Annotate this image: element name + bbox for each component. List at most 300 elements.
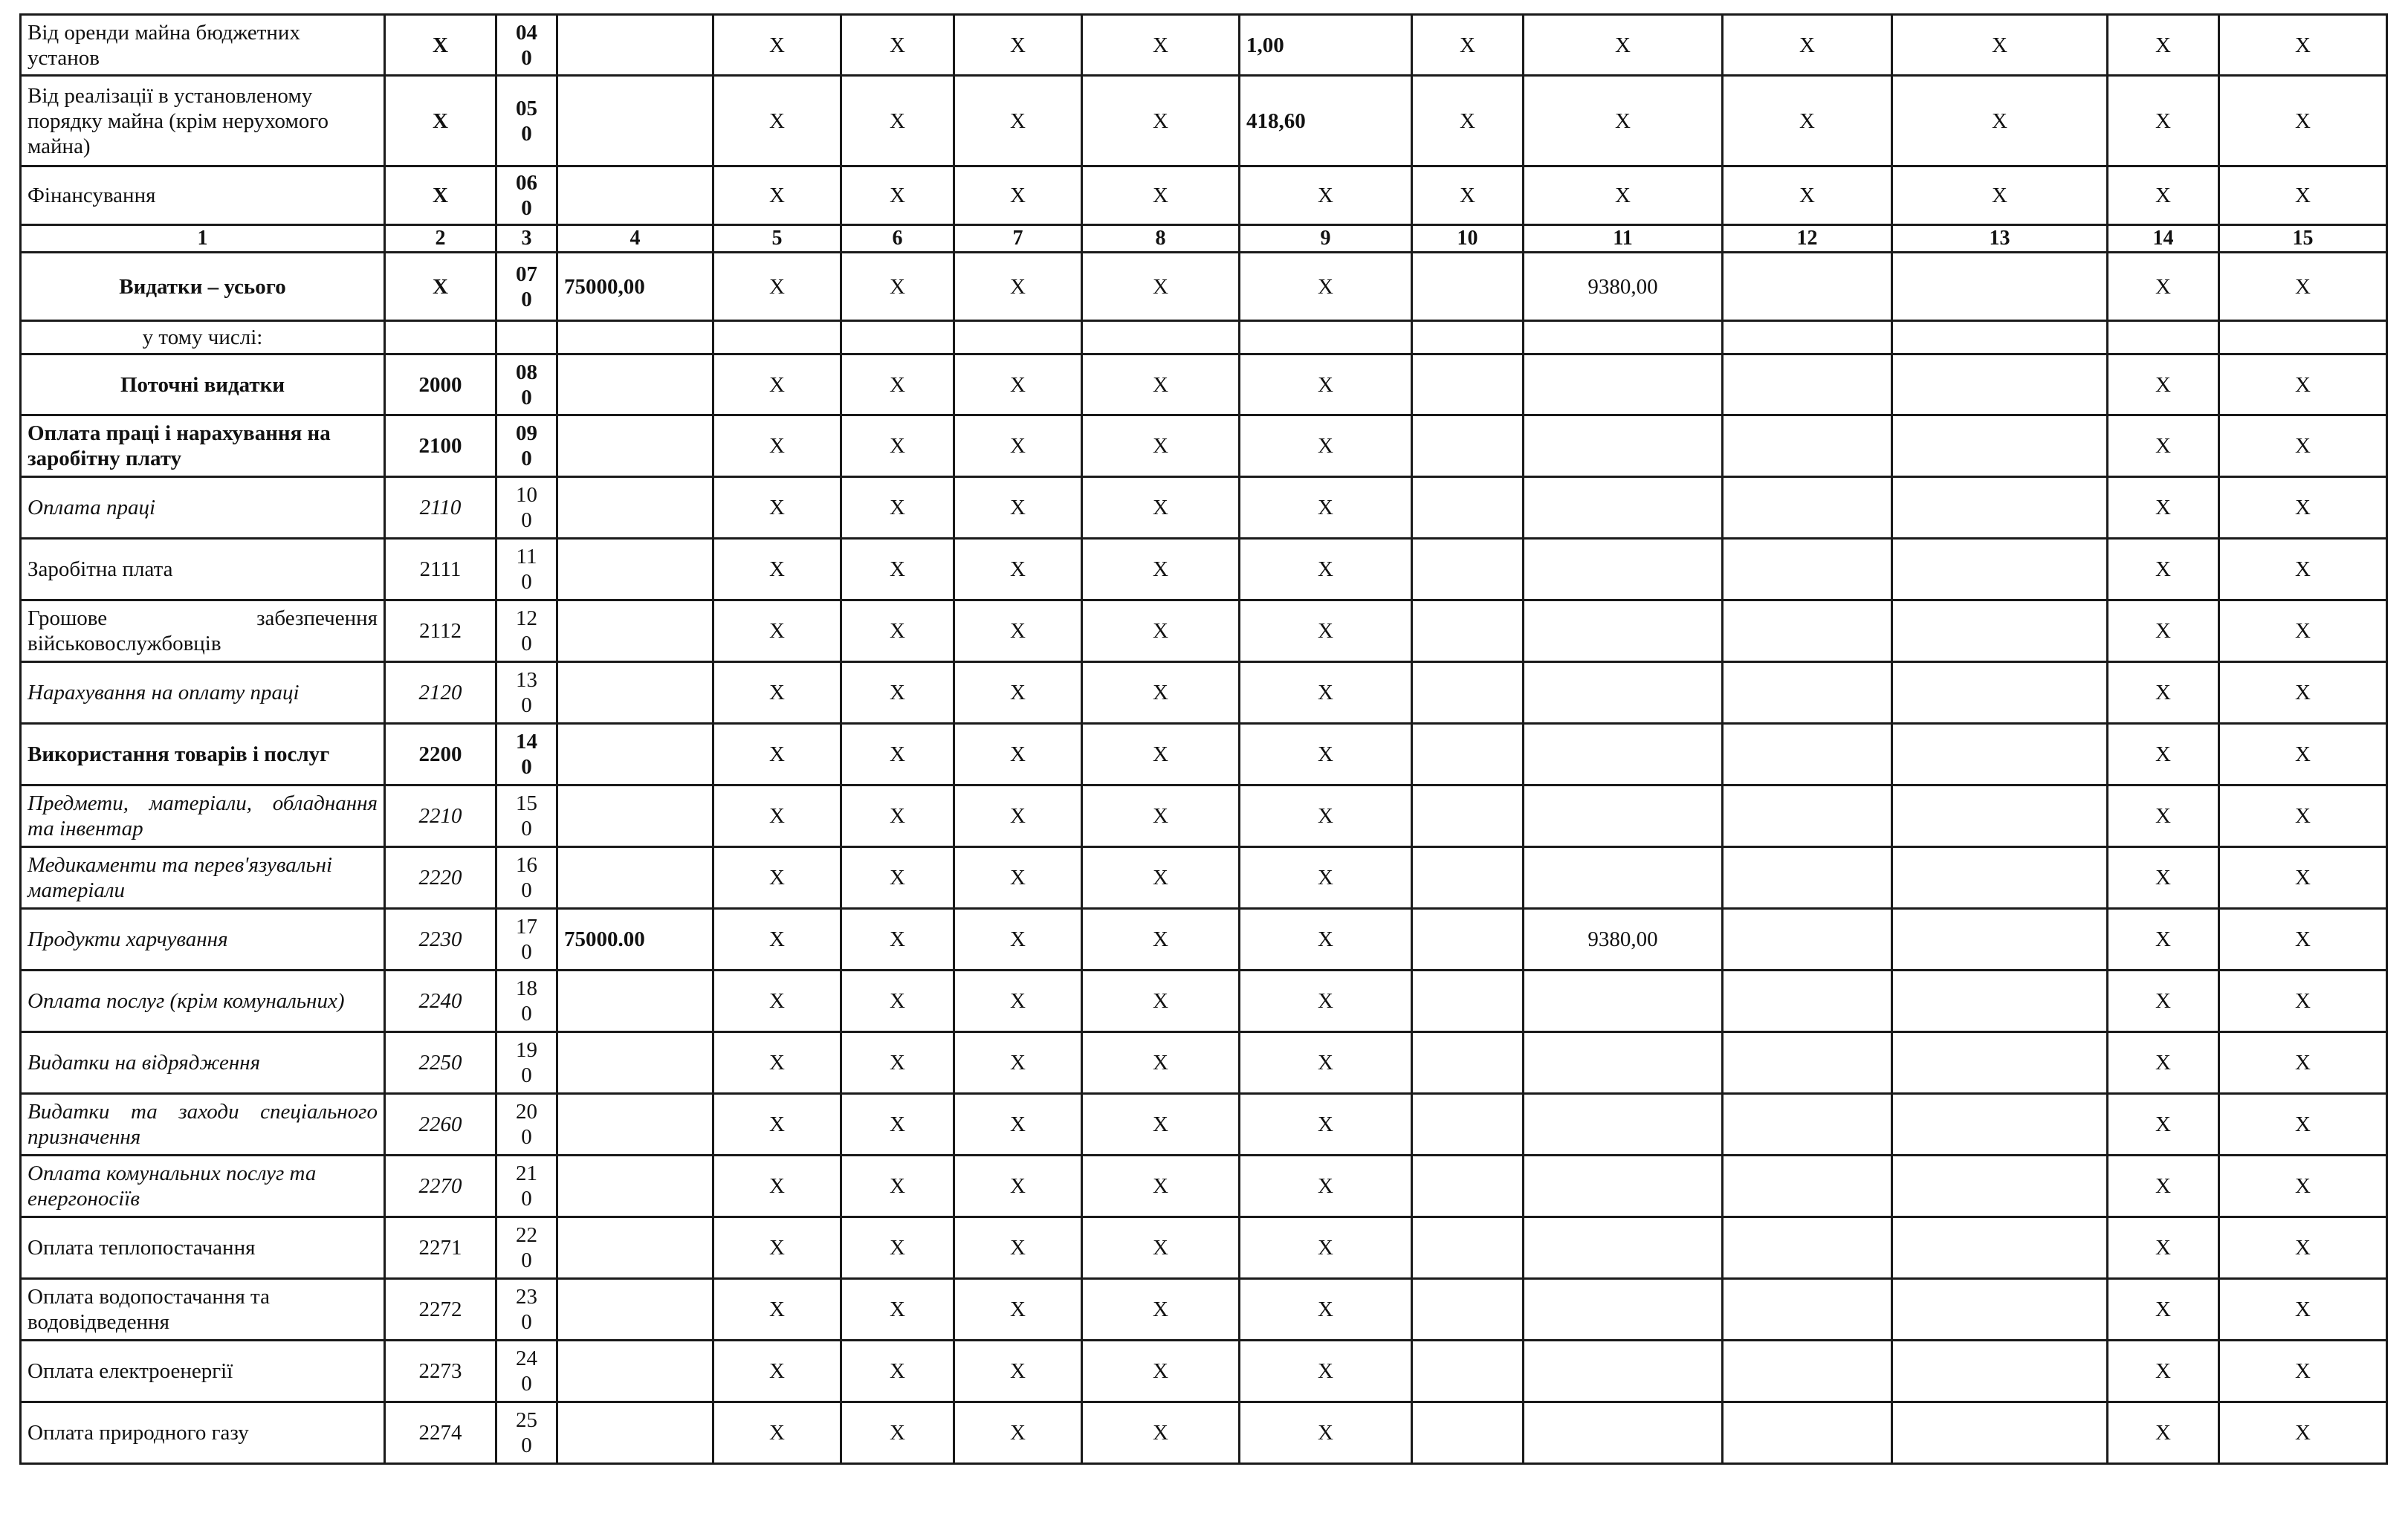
mark-cell-col15: X xyxy=(2219,1341,2387,1402)
mark-cell-col10: X xyxy=(1412,15,1524,76)
col12-value xyxy=(1723,909,1892,971)
row-code-cell xyxy=(496,1032,557,1094)
mark-cell-col8: X xyxy=(1082,909,1240,971)
row-code-part-1: 21 xyxy=(516,1162,537,1185)
mark-cell-col15: X xyxy=(2219,477,2387,539)
mark-cell-col15: X xyxy=(2219,354,2387,415)
col12-value xyxy=(1723,1032,1892,1094)
col13-value xyxy=(1892,1341,2108,1402)
column-number: 10 xyxy=(1412,225,1524,253)
table-row xyxy=(21,909,2387,971)
mark-cell-col14: X xyxy=(2108,662,2219,724)
mark-cell-col14: X xyxy=(2108,600,2219,662)
subheader-row xyxy=(21,321,2387,354)
row-code-part-1: 25 xyxy=(516,1408,537,1432)
mark-cell-col14: X xyxy=(2108,477,2219,539)
row-code-cell xyxy=(496,971,557,1032)
mark-cell-col6: X xyxy=(841,724,954,785)
mark-cell-col9: X xyxy=(1240,847,1412,909)
row-kekv: X xyxy=(385,76,496,166)
row-kekv: 2271 xyxy=(385,1217,496,1279)
subheader-label: у тому числі: xyxy=(21,321,385,354)
row-name: Оплата природного газу xyxy=(21,1402,385,1464)
row-code-part-2: 0 xyxy=(521,878,532,902)
mark-cell-col5: X xyxy=(713,785,841,847)
col10-value xyxy=(1412,1341,1524,1402)
col10-value xyxy=(1412,600,1524,662)
col11-value xyxy=(1524,1032,1723,1094)
row-name: Використання товарів і послуг xyxy=(21,724,385,785)
row-code-part-1: 09 xyxy=(516,421,537,445)
mark-cell-col9: X xyxy=(1240,662,1412,724)
row-code-cell xyxy=(496,1217,557,1279)
mark-cell-col5: X xyxy=(713,1217,841,1279)
row-code-part-2: 0 xyxy=(521,940,532,964)
mark-cell-col11: X xyxy=(1524,166,1723,225)
col12-value xyxy=(1723,253,1892,321)
col13-value xyxy=(1892,1094,2108,1156)
row-code-cell xyxy=(496,354,557,415)
row-code-cell xyxy=(496,1156,557,1217)
row-code-part-2: 0 xyxy=(521,1125,532,1149)
col4-value xyxy=(557,166,713,225)
mark-cell-col8: X xyxy=(1082,785,1240,847)
table-row xyxy=(21,15,2387,76)
col10-value xyxy=(1412,847,1524,909)
mark-cell-col8: X xyxy=(1082,971,1240,1032)
mark-cell-col6: X xyxy=(841,1156,954,1217)
row-name: Оплата електроенергії xyxy=(21,1341,385,1402)
mark-cell-col6: X xyxy=(841,15,954,76)
row-kekv: 2273 xyxy=(385,1341,496,1402)
mark-cell-col15: X xyxy=(2219,847,2387,909)
row-code-cell xyxy=(496,1094,557,1156)
table-row xyxy=(21,1217,2387,1279)
row-code-part-1: 07 xyxy=(516,262,537,286)
empty-cell xyxy=(496,321,557,354)
row-name: Продукти харчування xyxy=(21,909,385,971)
mark-cell-col14: X xyxy=(2108,1402,2219,1464)
col12-value xyxy=(1723,539,1892,600)
col13-value xyxy=(1892,662,2108,724)
col12-value xyxy=(1723,662,1892,724)
mark-cell-col14: X xyxy=(2108,539,2219,600)
col12-value xyxy=(1723,415,1892,477)
col12-value xyxy=(1723,600,1892,662)
mark-cell-col7: X xyxy=(954,600,1082,662)
mark-cell-col7: X xyxy=(954,1341,1082,1402)
row-name: Оплата праці і нарахування на заробітну плату xyxy=(21,415,385,477)
mark-cell-col8: X xyxy=(1082,477,1240,539)
mark-cell-col7: X xyxy=(954,1217,1082,1279)
mark-cell-col5: X xyxy=(713,1402,841,1464)
mark-cell-col14: X xyxy=(2108,1156,2219,1217)
col13-value xyxy=(1892,1156,2108,1217)
row-kekv: 2200 xyxy=(385,724,496,785)
table-row xyxy=(21,354,2387,415)
mark-cell-col7: X xyxy=(954,76,1082,166)
col11-value xyxy=(1524,1156,1723,1217)
row-code-part-2: 0 xyxy=(521,1434,532,1457)
col11-value xyxy=(1524,477,1723,539)
table-row xyxy=(21,477,2387,539)
mark-cell-col8: X xyxy=(1082,1094,1240,1156)
col12-value xyxy=(1723,847,1892,909)
col13-value xyxy=(1892,354,2108,415)
row-name: Оплата водопостачання та водовідведення xyxy=(21,1279,385,1341)
column-number: 13 xyxy=(1892,225,2108,253)
row-code-part-2: 0 xyxy=(521,45,532,70)
mark-cell-col8: X xyxy=(1082,847,1240,909)
mark-cell-col13: X xyxy=(1892,15,2108,76)
mark-cell-col7: X xyxy=(954,847,1082,909)
col4-value xyxy=(557,600,713,662)
mark-cell-col15: X xyxy=(2219,1094,2387,1156)
mark-cell-col14: X xyxy=(2108,785,2219,847)
mark-cell-col8: X xyxy=(1082,415,1240,477)
mark-cell-col5: X xyxy=(713,1156,841,1217)
empty-cell xyxy=(1524,321,1723,354)
col4-value xyxy=(557,76,713,166)
mark-cell-col5: X xyxy=(713,253,841,321)
col13-value xyxy=(1892,253,2108,321)
col4-value xyxy=(557,539,713,600)
col4-value xyxy=(557,1341,713,1402)
mark-cell-col15: X xyxy=(2219,539,2387,600)
mark-cell-col15: X xyxy=(2219,1402,2387,1464)
row-code-part-1: 10 xyxy=(516,483,537,507)
row-kekv: 2274 xyxy=(385,1402,496,1464)
mark-cell-col6: X xyxy=(841,785,954,847)
col10-value xyxy=(1412,354,1524,415)
mark-cell-col9: X xyxy=(1240,1341,1412,1402)
column-number: 5 xyxy=(713,225,841,253)
mark-cell-col14: X xyxy=(2108,1217,2219,1279)
table-row xyxy=(21,1341,2387,1402)
mark-cell-col9: X xyxy=(1240,354,1412,415)
row-name: Оплата праці xyxy=(21,477,385,539)
mark-cell-col8: X xyxy=(1082,1279,1240,1341)
row-code-part-2: 0 xyxy=(521,755,532,779)
col12-value xyxy=(1723,724,1892,785)
table-row xyxy=(21,1402,2387,1464)
mark-cell-col12: X xyxy=(1723,15,1892,76)
row-code-part-1: 13 xyxy=(516,668,537,692)
col12-value xyxy=(1723,477,1892,539)
table-row xyxy=(21,166,2387,225)
mark-cell-col6: X xyxy=(841,1402,954,1464)
mark-cell-col8: X xyxy=(1082,539,1240,600)
col13-value xyxy=(1892,1402,2108,1464)
row-name: Видатки та заходи спеціального призначення xyxy=(21,1094,385,1156)
row-code-part-1: 19 xyxy=(516,1038,537,1062)
col11-value: 9380,00 xyxy=(1524,909,1723,971)
mark-cell-col7: X xyxy=(954,785,1082,847)
col10-value xyxy=(1412,724,1524,785)
row-code-cell xyxy=(496,909,557,971)
table-row xyxy=(21,1279,2387,1341)
budget-table-sheet xyxy=(19,13,2388,1465)
mark-cell-col5: X xyxy=(713,847,841,909)
row-code-part-2: 0 xyxy=(521,508,532,532)
col10-value xyxy=(1412,662,1524,724)
row-code-part-1: 08 xyxy=(516,360,537,384)
mark-cell-col8: X xyxy=(1082,76,1240,166)
col11-value xyxy=(1524,354,1723,415)
mark-cell-col14: X xyxy=(2108,354,2219,415)
empty-cell xyxy=(1412,321,1524,354)
mark-cell-col5: X xyxy=(713,166,841,225)
col4-value xyxy=(557,1032,713,1094)
col4-value xyxy=(557,971,713,1032)
row-code-cell xyxy=(496,785,557,847)
column-number: 14 xyxy=(2108,225,2219,253)
mark-cell-col5: X xyxy=(713,1279,841,1341)
col11-value: 9380,00 xyxy=(1524,253,1723,321)
mark-cell-col9: X xyxy=(1240,971,1412,1032)
mark-cell-col5: X xyxy=(713,1094,841,1156)
mark-cell-col5: X xyxy=(713,1032,841,1094)
mark-cell-col5: X xyxy=(713,15,841,76)
col10-value xyxy=(1412,253,1524,321)
col11-value xyxy=(1524,847,1723,909)
mark-cell-col15: X xyxy=(2219,76,2387,166)
column-number: 6 xyxy=(841,225,954,253)
mark-cell-col6: X xyxy=(841,662,954,724)
row-code-part-2: 0 xyxy=(521,817,532,840)
col4-value xyxy=(557,477,713,539)
table-row xyxy=(21,1156,2387,1217)
mark-cell-col5: X xyxy=(713,415,841,477)
row-name: Фінансування xyxy=(21,166,385,225)
row-code-part-2: 0 xyxy=(521,1372,532,1396)
col4-value xyxy=(557,1217,713,1279)
mark-cell-col7: X xyxy=(954,354,1082,415)
mark-cell-col8: X xyxy=(1082,253,1240,321)
row-kekv: 2240 xyxy=(385,971,496,1032)
col12-value xyxy=(1723,1341,1892,1402)
mark-cell-col6: X xyxy=(841,477,954,539)
mark-cell-col6: X xyxy=(841,539,954,600)
empty-cell xyxy=(1082,321,1240,354)
column-number: 7 xyxy=(954,225,1082,253)
column-number: 9 xyxy=(1240,225,1412,253)
mark-cell-col7: X xyxy=(954,539,1082,600)
row-code-part-2: 0 xyxy=(521,447,532,470)
mark-cell-col9: X xyxy=(1240,785,1412,847)
table-row xyxy=(21,971,2387,1032)
col10-value xyxy=(1412,1402,1524,1464)
col4-value xyxy=(557,1156,713,1217)
mark-cell-col9: X xyxy=(1240,166,1412,225)
row-kekv: 2272 xyxy=(385,1279,496,1341)
mark-cell-col7: X xyxy=(954,415,1082,477)
col10-value xyxy=(1412,971,1524,1032)
mark-cell-col15: X xyxy=(2219,15,2387,76)
col13-value xyxy=(1892,415,2108,477)
row-code-part-1: 05 xyxy=(516,96,537,120)
mark-cell-col7: X xyxy=(954,1279,1082,1341)
mark-cell-col8: X xyxy=(1082,662,1240,724)
row-kekv: 2220 xyxy=(385,847,496,909)
col12-value xyxy=(1723,354,1892,415)
col12-value xyxy=(1723,971,1892,1032)
mark-cell-col9: X xyxy=(1240,1279,1412,1341)
mark-cell-col8: X xyxy=(1082,1341,1240,1402)
column-number: 4 xyxy=(557,225,713,253)
row-code-part-2: 0 xyxy=(521,287,532,311)
mark-cell-col5: X xyxy=(713,1341,841,1402)
column-number: 11 xyxy=(1524,225,1723,253)
col4-value xyxy=(557,785,713,847)
mark-cell-col10: X xyxy=(1412,76,1524,166)
col13-value xyxy=(1892,785,2108,847)
col11-value xyxy=(1524,724,1723,785)
empty-cell xyxy=(1892,321,2108,354)
mark-cell-col10: X xyxy=(1412,166,1524,225)
row-code-part-2: 0 xyxy=(521,1063,532,1087)
column-number: 3 xyxy=(496,225,557,253)
col11-value xyxy=(1524,1094,1723,1156)
row-code-part-1: 12 xyxy=(516,606,537,630)
col12-value xyxy=(1723,1402,1892,1464)
row-kekv: 2120 xyxy=(385,662,496,724)
empty-cell xyxy=(954,321,1082,354)
mark-cell-col6: X xyxy=(841,909,954,971)
mark-cell-col6: X xyxy=(841,1341,954,1402)
row-code-part-1: 11 xyxy=(516,545,537,568)
column-number: 1 xyxy=(21,225,385,253)
empty-cell xyxy=(841,321,954,354)
mark-cell-col6: X xyxy=(841,1279,954,1341)
row-code-part-1: 14 xyxy=(516,730,537,754)
row-kekv: 2111 xyxy=(385,539,496,600)
mark-cell-col14: X xyxy=(2108,415,2219,477)
mark-cell-col8: X xyxy=(1082,1217,1240,1279)
mark-cell-col7: X xyxy=(954,971,1082,1032)
row-code-cell xyxy=(496,600,557,662)
mark-cell-col7: X xyxy=(954,724,1082,785)
row-code-part-1: 20 xyxy=(516,1100,537,1124)
row-code-part-1: 24 xyxy=(516,1347,537,1370)
mark-cell-col9: X xyxy=(1240,724,1412,785)
mark-cell-col7: X xyxy=(954,166,1082,225)
mark-cell-col15: X xyxy=(2219,415,2387,477)
row-kekv: 2270 xyxy=(385,1156,496,1217)
row-name: Предмети, матеріали, обладнання та інвентар xyxy=(21,785,385,847)
col11-value xyxy=(1524,1341,1723,1402)
row-name: Від реалізації в установленому порядку майна (крім нерухомого майна) xyxy=(21,76,385,166)
row-code-part-2: 0 xyxy=(521,632,532,655)
row-name: Оплата комунальних послуг та енергоносіїв xyxy=(21,1156,385,1217)
row-code-part-2: 0 xyxy=(521,121,532,146)
col12-value xyxy=(1723,785,1892,847)
row-name: Медикаменти та перев'язувальні матеріали xyxy=(21,847,385,909)
mark-cell-col7: X xyxy=(954,1094,1082,1156)
col10-value xyxy=(1412,909,1524,971)
mark-cell-col5: X xyxy=(713,76,841,166)
col11-value xyxy=(1524,415,1723,477)
column-number: 12 xyxy=(1723,225,1892,253)
row-kekv: X xyxy=(385,15,496,76)
row-code-cell xyxy=(496,76,557,166)
col11-value xyxy=(1524,1279,1723,1341)
mark-cell-col11: X xyxy=(1524,76,1723,166)
empty-cell xyxy=(385,321,496,354)
mark-cell-col5: X xyxy=(713,539,841,600)
row-kekv: 2230 xyxy=(385,909,496,971)
mark-cell-col14: X xyxy=(2108,166,2219,225)
row-kekv: 2210 xyxy=(385,785,496,847)
col4-value xyxy=(557,15,713,76)
col13-value xyxy=(1892,477,2108,539)
mark-cell-col14: X xyxy=(2108,724,2219,785)
col10-value xyxy=(1412,785,1524,847)
mark-cell-col14: X xyxy=(2108,1094,2219,1156)
col10-value xyxy=(1412,1279,1524,1341)
mark-cell-col6: X xyxy=(841,1217,954,1279)
mark-cell-col9: X xyxy=(1240,415,1412,477)
row-code-part-2: 0 xyxy=(521,196,532,220)
row-code-part-1: 17 xyxy=(516,915,537,939)
row-code-part-2: 0 xyxy=(521,1310,532,1334)
mark-cell-col8: X xyxy=(1082,600,1240,662)
mark-cell-col5: X xyxy=(713,909,841,971)
row-code-part-1: 18 xyxy=(516,976,537,1000)
mark-cell-col9: X xyxy=(1240,1156,1412,1217)
column-number: 15 xyxy=(2219,225,2387,253)
col10-value xyxy=(1412,1094,1524,1156)
mark-cell-col6: X xyxy=(841,76,954,166)
mark-cell-col7: X xyxy=(954,1032,1082,1094)
row-kekv: 2250 xyxy=(385,1032,496,1094)
row-kekv: 2100 xyxy=(385,415,496,477)
col13-value xyxy=(1892,971,2108,1032)
mark-cell-col6: X xyxy=(841,415,954,477)
mark-cell-col14: X xyxy=(2108,847,2219,909)
column-numbers-row xyxy=(21,225,2387,253)
col11-value xyxy=(1524,600,1723,662)
row-code-cell xyxy=(496,1402,557,1464)
row-kekv: 2110 xyxy=(385,477,496,539)
mark-cell-col14: X xyxy=(2108,971,2219,1032)
row-name: Поточні видатки xyxy=(21,354,385,415)
col13-value xyxy=(1892,909,2108,971)
mark-cell-col9: X xyxy=(1240,1094,1412,1156)
mark-cell-col7: X xyxy=(954,15,1082,76)
mark-cell-col7: X xyxy=(954,1156,1082,1217)
mark-cell-col15: X xyxy=(2219,166,2387,225)
mark-cell-col8: X xyxy=(1082,1402,1240,1464)
col4-value xyxy=(557,354,713,415)
col12-value xyxy=(1723,1094,1892,1156)
col10-value xyxy=(1412,1032,1524,1094)
row-code-part-2: 0 xyxy=(521,570,532,594)
col12-value xyxy=(1723,1217,1892,1279)
col13-value xyxy=(1892,1217,2108,1279)
table-row xyxy=(21,847,2387,909)
col13-value xyxy=(1892,600,2108,662)
row-name: Видатки – усього xyxy=(21,253,385,321)
row-code-part-2: 0 xyxy=(521,385,532,409)
col4-value: 75000.00 xyxy=(557,909,713,971)
mark-cell-col6: X xyxy=(841,600,954,662)
mark-cell-col9: X xyxy=(1240,909,1412,971)
mark-cell-col9: X xyxy=(1240,1402,1412,1464)
mark-cell-col9: X xyxy=(1240,253,1412,321)
col13-value xyxy=(1892,724,2108,785)
row-code-cell xyxy=(496,1341,557,1402)
